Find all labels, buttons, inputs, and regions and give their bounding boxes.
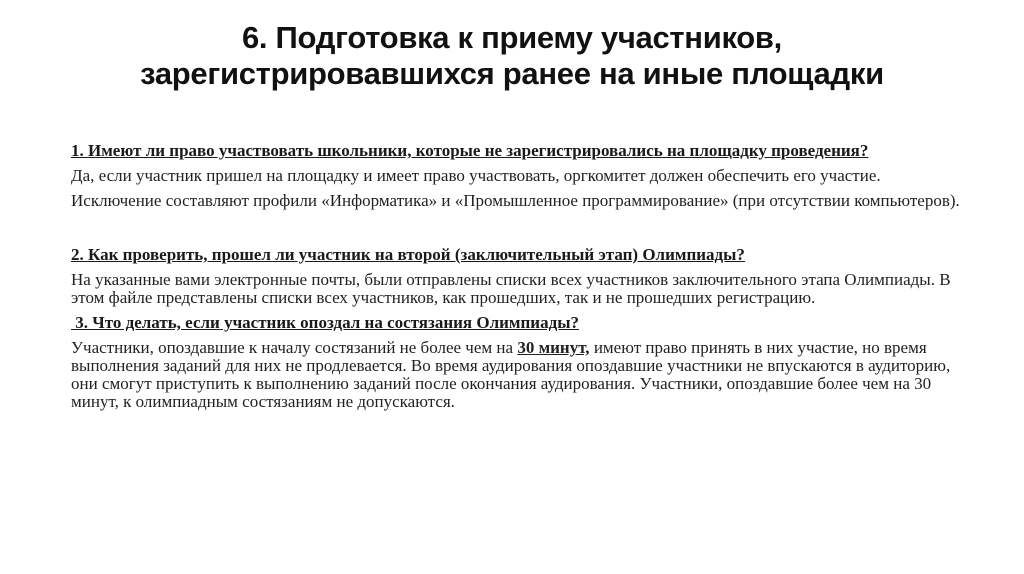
answer-1-paragraph-1: Да, если участник пришел на площадку и имеет право участвовать, оргкомитет должен обеспечить его участие. [71, 166, 881, 185]
answer-3-part-2: имеют право принять в них участие, но время выполнения заданий для них не продлевается. Во время аудирования опоздавшие участники не впускаются в аудиторию, они смогут приступить к выполнению заданий после окончания аудирования. Участники, опоздавшие более чем на 30 минут, к олимпиадным состязаниям не допускаются. [71, 338, 951, 411]
question-1: 1. Имеют ли право участвовать школьники, которые не зарегистрировались на площадку проведения? [71, 141, 869, 160]
answer-3 [71, 339, 971, 411]
slide-body [71, 142, 971, 411]
question-2: 2. Как проверить, прошел ли участник на второй (заключительный этап) Олимпиады? [71, 245, 745, 264]
answer-3-emphasis: 30 минут, [517, 338, 590, 357]
slide-title [0, 20, 1024, 92]
slide-title-line-2: зарегистрировавшихся ранее на иные площадки [140, 56, 884, 91]
question-3: 3. Что делать, если участник опоздал на состязания Олимпиады? [71, 313, 579, 332]
answer-1-paragraph-2: Исключение составляют профили «Информатика» и «Промышленное программирование» (при отсутствии компьютеров). [71, 191, 960, 210]
slide-title-line-1: 6. Подготовка к приему участников, [241, 20, 782, 55]
answer-3-part-1: Участники, опоздавшие к началу состязаний не более чем на [71, 338, 518, 357]
answer-2: На указанные вами электронные почты, были отправлены списки всех участников заключительного этапа Олимпиады. В этом файле представлены списки всех участников, как прошедших, так и не прошедших регистрацию. [71, 270, 951, 307]
